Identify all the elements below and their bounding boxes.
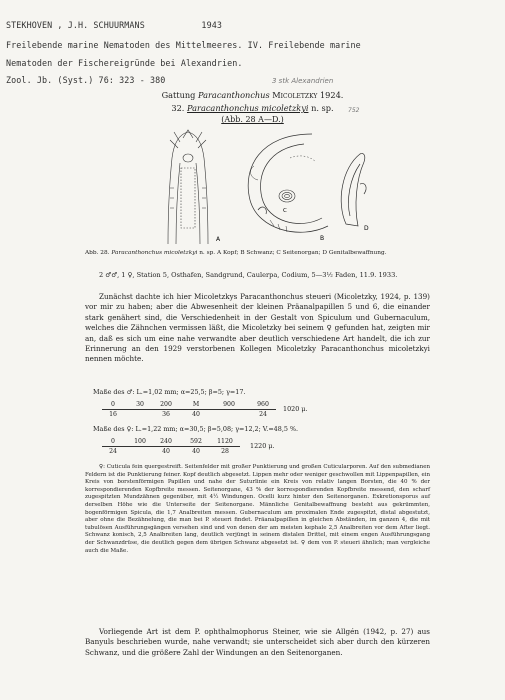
male-top-0: 0 (111, 401, 115, 408)
genus-prefix: Gattung (161, 90, 196, 100)
figure-label-c: C (283, 208, 287, 214)
figure-label-d: D (364, 225, 369, 232)
female-top-0: 0 (111, 438, 115, 445)
figure-reference: (Abb. 28 A—D.) (221, 115, 284, 124)
figure-28d-genital-armature (341, 153, 366, 226)
female-bottom-4: 28 (221, 448, 229, 455)
male-bottom-3: 40 (192, 411, 200, 418)
female-measures-label: Maße des ♀: L.=1,22 mm; α=30,5; β=5,08; γ=12,2; V.=48,5 %. (93, 425, 299, 433)
female-bottom-0: 24 (109, 448, 117, 455)
caption-text: n. sp. A Kopf; B Schwanz; C Seitenorgan; D Genitalbewaffnung. (199, 250, 387, 256)
figure-28b-tail (248, 134, 328, 232)
male-top-1: 30 (136, 401, 144, 408)
species-suffix: n. sp. (311, 103, 334, 113)
header-line-4: Zool. Jb. (Syst.) 76: 323 - 380 (6, 75, 166, 85)
caption-lead: Abb. 28. (85, 250, 110, 256)
header-line-1 (6, 20, 222, 30)
female-top-1: 100 (134, 438, 146, 445)
female-fraction-rule (102, 446, 240, 447)
description: ♀: Cuticula fein quergestreift. Seitenfelder mit großer Punktierung und großen Cuticularporen. Auf den submedianen Feldern ist die Punktierung feiner. Kopf deutlich abgesetzt. Lippen mehr oder weniger geschwollen mit Lippenpapillen, ein Kreis von borstenförmigen Papillen und nahe der Suturlinie ein Kreis von relativ langen Borsten, die 40 % der korrespondierenden Kopfbreite messen. Seitenorgane, 43 % der korrespondierenden Kopfbreite messend, den scharf zugespitzten Mundzähnen gegenüber, mit 4½ Windungen. Ocelli kurz hinter den Seitenorganen. Exkretionsporus auf derselben Höhe wie die Unterseite der Seitenorgane. Männliche Genitalbewaffnung besteht aus gekrümmten, bogenförmigen Spicula, die 1,7 Analbreiten messen. Gubernaculum am proximalen Ende zugespitzt, distal abgestutzt, aber ohne die Bezähnelung, die man bei P. steueri findet. Präanalpapillen in gleichen Abständen, im ganzen 4, die mit tubulösen Ausführungsgängen versehen sind und von denen der am meisten kephale 2,5 Analbreiten vor dem After liegt. Schwanz konisch, 2,5 Analbreiten lang, deutlich verjüngt in seinem distalen Drittel, mit einem engen Ausführungsgang der Schwanzdrüse, die deutlich gegen dem übrigen Schwanz abgesetzt ist. ♀ dem von P. steueri ähnlich; man vergleiche auch die Maße. (85, 464, 430, 554)
female-bottom-2: 40 (162, 448, 170, 455)
male-top-4: 900 (223, 401, 235, 408)
genus-heading (0, 90, 505, 100)
margin-note: 752 (348, 107, 360, 114)
male-measures-label: Maße des ♂: L.=1,02 mm; α=25,5; β=5; γ=17. (93, 388, 246, 396)
figure-28c-lateral-organ (279, 190, 295, 202)
header-line-2: Freilebende marine Nematoden des Mittelmeeres. IV. Freilebende marine (6, 40, 361, 50)
paragraph-1: Zunächst dachte ich hier Micoletzkys Paracanthonchus steueri (Micoletzky, 1924, p. 139) vor mir zu haben; aber die Abwesenheit der kleinen Präanalpapillen 5 und 6, die einander stark genähert sind, die Verschiedenheit in der Gestalt von Spiculum und Gubernaculum, welches die Zähnchen vermissen läßt, die Micoletzky bei seinem ♀ gefunden hat, zeigten mir an, daß es sich um eine nahe verwandte aber deutlich verschiedene Art handelt, die ich zur Erinnerung an den 1929 verstorbenen Kollegen Micoletzky Paracanthonchus micoletzkyi nennen möchte. (85, 292, 430, 364)
male-bottom-2: 36 (162, 411, 170, 418)
female-top-4: 1120 (217, 438, 233, 445)
header-year: 1943 (201, 20, 222, 30)
figure-28a-head (168, 130, 208, 244)
header-line-3: Nematoden der Fischereigründe bei Alexandrien. (6, 58, 243, 68)
male-bottom-0: 16 (109, 411, 117, 418)
male-top-5: 960 (257, 401, 269, 408)
genus-authority: Micoletzky 1924. (272, 90, 344, 100)
male-total: 1020 μ. (283, 405, 308, 413)
figure-caption (85, 250, 430, 258)
handwritten-note: 3 stk Alexandrien (272, 77, 334, 85)
female-top-3: 592 (190, 438, 202, 445)
female-total: 1220 μ. (250, 442, 275, 450)
caption-species: Paracanthonchus micoletzkyi (111, 250, 198, 256)
male-top-3: M (192, 401, 200, 408)
station-line: 2 ♂♂, 1 ♀, Station 5, Osthafen, Sandgrund, Caulerpa, Codium, 5—3½ Faden, 11.9. 1933. (99, 271, 398, 279)
male-fraction-rule (102, 409, 276, 410)
species-number: 32. (171, 103, 185, 113)
genus-name: Paracanthonchus (198, 90, 270, 100)
figure-label-a: A (216, 236, 221, 243)
male-bottom-5: 24 (259, 411, 267, 418)
species-name: Paracanthonchus micoletzkyi (187, 103, 309, 113)
figure-28 (150, 128, 375, 246)
female-top-2: 240 (160, 438, 172, 445)
female-bottom-3: 40 (192, 448, 200, 455)
figure-label-b: B (320, 235, 325, 242)
conclusion: Vorliegende Art ist dem P. ophthalmophorus Steiner, wie sie Allgén (1942, p. 27) aus Banyuls beschrieben wurde, nahe verwandt; sie unterscheidet sich aber durch den kürzeren Schwanz, und die größere Zahl der Windungen an den Seitenorganen. (85, 627, 430, 657)
header-authors: STEKHOVEN , J.H. SCHUURMANS (6, 20, 145, 30)
male-top-2: 200 (160, 401, 172, 408)
species-heading (0, 103, 505, 113)
